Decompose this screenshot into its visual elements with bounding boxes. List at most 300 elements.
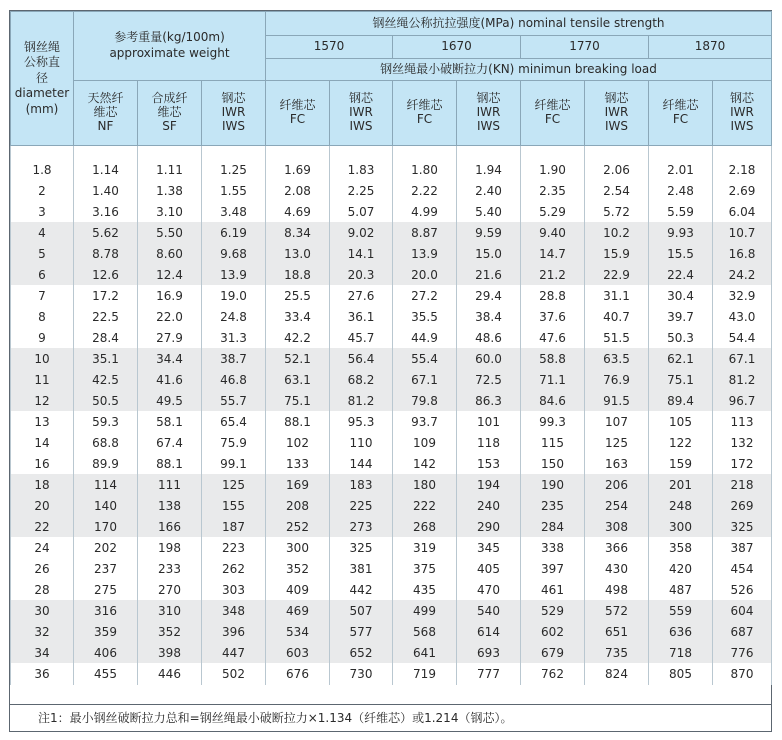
core-col-fc-1570: 纤维芯 FC: [266, 81, 330, 146]
value-cell: 43.0: [713, 306, 772, 327]
value-cell: 254: [585, 495, 649, 516]
value-cell: 27.2: [393, 285, 457, 306]
value-cell: 5.59: [649, 201, 713, 222]
value-cell: 9.59: [457, 222, 521, 243]
value-cell: 273: [330, 516, 393, 537]
diameter-cell: 7: [11, 285, 74, 306]
value-cell: 719: [393, 663, 457, 685]
weight-col-sf: 合成纤维芯 SF: [138, 81, 202, 146]
value-cell: 338: [521, 537, 585, 558]
value-cell: 86.3: [457, 390, 521, 411]
value-cell: 2.25: [330, 180, 393, 201]
value-cell: 529: [521, 600, 585, 621]
value-cell: 40.7: [585, 306, 649, 327]
value-cell: 687: [713, 621, 772, 642]
value-cell: 223: [202, 537, 266, 558]
value-cell: 63.5: [585, 348, 649, 369]
value-cell: 352: [138, 621, 202, 642]
value-cell: 46.8: [202, 369, 266, 390]
value-cell: 9.68: [202, 243, 266, 264]
value-cell: 153: [457, 453, 521, 474]
value-cell: 2.18: [713, 159, 772, 180]
value-cell: 144: [330, 453, 393, 474]
value-cell: 95.3: [330, 411, 393, 432]
value-cell: 679: [521, 642, 585, 663]
value-cell: 1.69: [266, 159, 330, 180]
value-cell: 21.6: [457, 264, 521, 285]
value-cell: 163: [585, 453, 649, 474]
value-cell: 602: [521, 621, 585, 642]
value-cell: 352: [266, 558, 330, 579]
value-cell: 603: [266, 642, 330, 663]
value-cell: 172: [713, 453, 772, 474]
core-col-fc-1770: 纤维芯 FC: [521, 81, 585, 146]
value-cell: 248: [649, 495, 713, 516]
value-cell: 12.4: [138, 264, 202, 285]
value-cell: 15.5: [649, 243, 713, 264]
value-cell: 735: [585, 642, 649, 663]
value-cell: 540: [457, 600, 521, 621]
value-cell: 89.9: [74, 453, 138, 474]
value-cell: 300: [266, 537, 330, 558]
value-cell: 1.11: [138, 159, 202, 180]
value-cell: 142: [393, 453, 457, 474]
diameter-cell: 9: [11, 327, 74, 348]
value-cell: 290: [457, 516, 521, 537]
value-cell: 268: [393, 516, 457, 537]
value-cell: 2.06: [585, 159, 649, 180]
wire-rope-spec-table: [10, 11, 772, 685]
value-cell: 310: [138, 600, 202, 621]
value-cell: 1.90: [521, 159, 585, 180]
value-cell: 2.54: [585, 180, 649, 201]
value-cell: 325: [713, 516, 772, 537]
value-cell: 4.99: [393, 201, 457, 222]
value-cell: 359: [74, 621, 138, 642]
value-cell: 24.2: [713, 264, 772, 285]
grade-1870: 1870: [649, 36, 772, 59]
value-cell: 409: [266, 579, 330, 600]
spacer-row: [11, 146, 772, 160]
grade-1570: 1570: [266, 36, 393, 59]
value-cell: 641: [393, 642, 457, 663]
value-cell: 2.08: [266, 180, 330, 201]
value-cell: 308: [585, 516, 649, 537]
value-cell: 13.9: [202, 264, 266, 285]
value-cell: 63.1: [266, 369, 330, 390]
value-cell: 75.9: [202, 432, 266, 453]
value-cell: 358: [649, 537, 713, 558]
value-cell: 499: [393, 600, 457, 621]
value-cell: 2.69: [713, 180, 772, 201]
table-row: [11, 474, 772, 495]
table-row: [11, 558, 772, 579]
table-row: [11, 243, 772, 264]
value-cell: 270: [138, 579, 202, 600]
value-cell: 559: [649, 600, 713, 621]
diameter-cell: 22: [11, 516, 74, 537]
table-row: [11, 642, 772, 663]
value-cell: 140: [74, 495, 138, 516]
table-row: [11, 411, 772, 432]
value-cell: 111: [138, 474, 202, 495]
value-cell: 37.6: [521, 306, 585, 327]
value-cell: 435: [393, 579, 457, 600]
value-cell: 693: [457, 642, 521, 663]
diameter-cell: 24: [11, 537, 74, 558]
value-cell: 17.2: [74, 285, 138, 306]
value-cell: 8.87: [393, 222, 457, 243]
value-cell: 3.48: [202, 201, 266, 222]
value-cell: 67.1: [393, 369, 457, 390]
value-cell: 9.02: [330, 222, 393, 243]
value-cell: 58.8: [521, 348, 585, 369]
value-cell: 8.78: [74, 243, 138, 264]
value-cell: 159: [649, 453, 713, 474]
value-cell: 114: [74, 474, 138, 495]
value-cell: 54.4: [713, 327, 772, 348]
diameter-cell: 3: [11, 201, 74, 222]
grade-1770: 1770: [521, 36, 649, 59]
strength-title: 钢丝绳公称抗拉强度(MPa) nominal tensile strength: [266, 12, 772, 36]
weight-header: 参考重量(kg/100m) approximate weight: [74, 12, 266, 81]
diameter-cell: 20: [11, 495, 74, 516]
value-cell: 180: [393, 474, 457, 495]
value-cell: 55.7: [202, 390, 266, 411]
value-cell: 2.35: [521, 180, 585, 201]
value-cell: 96.7: [713, 390, 772, 411]
value-cell: 28.8: [521, 285, 585, 306]
value-cell: 406: [74, 642, 138, 663]
value-cell: 169: [266, 474, 330, 495]
value-cell: 262: [202, 558, 266, 579]
value-cell: 375: [393, 558, 457, 579]
value-cell: 206: [585, 474, 649, 495]
table-body: [11, 146, 772, 686]
value-cell: 420: [649, 558, 713, 579]
value-cell: 526: [713, 579, 772, 600]
value-cell: 454: [713, 558, 772, 579]
table-row: [11, 222, 772, 243]
value-cell: 88.1: [138, 453, 202, 474]
value-cell: 652: [330, 642, 393, 663]
value-cell: 16.9: [138, 285, 202, 306]
grade-1670: 1670: [393, 36, 521, 59]
value-cell: 198: [138, 537, 202, 558]
value-cell: 76.9: [585, 369, 649, 390]
value-cell: 15.0: [457, 243, 521, 264]
value-cell: 1.25: [202, 159, 266, 180]
value-cell: 15.9: [585, 243, 649, 264]
value-cell: 81.2: [713, 369, 772, 390]
value-cell: 202: [74, 537, 138, 558]
value-cell: 110: [330, 432, 393, 453]
value-cell: 498: [585, 579, 649, 600]
value-cell: 122: [649, 432, 713, 453]
value-cell: 10.2: [585, 222, 649, 243]
value-cell: 89.4: [649, 390, 713, 411]
value-cell: 303: [202, 579, 266, 600]
value-cell: 1.38: [138, 180, 202, 201]
value-cell: 676: [266, 663, 330, 685]
value-cell: 125: [585, 432, 649, 453]
value-cell: 56.4: [330, 348, 393, 369]
value-cell: 71.1: [521, 369, 585, 390]
table-row: [11, 159, 772, 180]
value-cell: 366: [585, 537, 649, 558]
diameter-cell: 2: [11, 180, 74, 201]
value-cell: 6.19: [202, 222, 266, 243]
table-row: [11, 663, 772, 685]
value-cell: 79.8: [393, 390, 457, 411]
table-row: [11, 369, 772, 390]
core-col-iwr-1570: 钢芯 IWR IWS: [330, 81, 393, 146]
value-cell: 190: [521, 474, 585, 495]
value-cell: 5.29: [521, 201, 585, 222]
value-cell: 29.4: [457, 285, 521, 306]
value-cell: 5.07: [330, 201, 393, 222]
value-cell: 470: [457, 579, 521, 600]
value-cell: 27.9: [138, 327, 202, 348]
table-row: [11, 201, 772, 222]
value-cell: 300: [649, 516, 713, 537]
value-cell: 22.4: [649, 264, 713, 285]
value-cell: 447: [202, 642, 266, 663]
value-cell: 396: [202, 621, 266, 642]
value-cell: 109: [393, 432, 457, 453]
value-cell: 133: [266, 453, 330, 474]
value-cell: 91.5: [585, 390, 649, 411]
core-col-fc-1870: 纤维芯 FC: [649, 81, 713, 146]
table-row: [11, 180, 772, 201]
diameter-cell: 32: [11, 621, 74, 642]
value-cell: 19.0: [202, 285, 266, 306]
diameter-header: 钢丝绳公称直径 diameter (mm): [11, 12, 74, 146]
value-cell: 442: [330, 579, 393, 600]
value-cell: 636: [649, 621, 713, 642]
value-cell: 36.1: [330, 306, 393, 327]
value-cell: 14.1: [330, 243, 393, 264]
value-cell: 3.16: [74, 201, 138, 222]
value-cell: 75.1: [649, 369, 713, 390]
value-cell: 269: [713, 495, 772, 516]
value-cell: 107: [585, 411, 649, 432]
value-cell: 22.5: [74, 306, 138, 327]
value-cell: 35.5: [393, 306, 457, 327]
value-cell: 32.9: [713, 285, 772, 306]
value-cell: 31.3: [202, 327, 266, 348]
diameter-cell: 1.8: [11, 159, 74, 180]
value-cell: 345: [457, 537, 521, 558]
value-cell: 132: [713, 432, 772, 453]
core-col-iwr-1670: 钢芯 IWR IWS: [457, 81, 521, 146]
value-cell: 21.2: [521, 264, 585, 285]
value-cell: 777: [457, 663, 521, 685]
value-cell: 870: [713, 663, 772, 685]
value-cell: 1.80: [393, 159, 457, 180]
value-cell: 51.5: [585, 327, 649, 348]
value-cell: 187: [202, 516, 266, 537]
value-cell: 824: [585, 663, 649, 685]
value-cell: 20.3: [330, 264, 393, 285]
value-cell: 34.4: [138, 348, 202, 369]
value-cell: 84.6: [521, 390, 585, 411]
diameter-cell: 4: [11, 222, 74, 243]
value-cell: 44.9: [393, 327, 457, 348]
value-cell: 52.1: [266, 348, 330, 369]
value-cell: 405: [457, 558, 521, 579]
value-cell: 13.9: [393, 243, 457, 264]
value-cell: 1.94: [457, 159, 521, 180]
value-cell: 59.3: [74, 411, 138, 432]
value-cell: 805: [649, 663, 713, 685]
value-cell: 2.40: [457, 180, 521, 201]
value-cell: 49.5: [138, 390, 202, 411]
value-cell: 577: [330, 621, 393, 642]
value-cell: 99.3: [521, 411, 585, 432]
value-cell: 115: [521, 432, 585, 453]
value-cell: 8.60: [138, 243, 202, 264]
value-cell: 502: [202, 663, 266, 685]
value-cell: 387: [713, 537, 772, 558]
value-cell: 316: [74, 600, 138, 621]
value-cell: 614: [457, 621, 521, 642]
value-cell: 1.40: [74, 180, 138, 201]
table-row: [11, 579, 772, 600]
value-cell: 397: [521, 558, 585, 579]
value-cell: 42.2: [266, 327, 330, 348]
value-cell: 6.04: [713, 201, 772, 222]
value-cell: 12.6: [74, 264, 138, 285]
diameter-cell: 26: [11, 558, 74, 579]
value-cell: 487: [649, 579, 713, 600]
value-cell: 75.1: [266, 390, 330, 411]
value-cell: 31.1: [585, 285, 649, 306]
value-cell: 99.1: [202, 453, 266, 474]
diameter-cell: 28: [11, 579, 74, 600]
value-cell: 67.1: [713, 348, 772, 369]
value-cell: 16.8: [713, 243, 772, 264]
value-cell: 604: [713, 600, 772, 621]
value-cell: 233: [138, 558, 202, 579]
table-row: [11, 600, 772, 621]
value-cell: 8.34: [266, 222, 330, 243]
value-cell: 50.3: [649, 327, 713, 348]
value-cell: 1.14: [74, 159, 138, 180]
value-cell: 22.0: [138, 306, 202, 327]
table-row: [11, 264, 772, 285]
value-cell: 5.72: [585, 201, 649, 222]
diameter-cell: 18: [11, 474, 74, 495]
diameter-cell: 8: [11, 306, 74, 327]
value-cell: 13.0: [266, 243, 330, 264]
table-row: [11, 348, 772, 369]
value-cell: 88.1: [266, 411, 330, 432]
value-cell: 5.62: [74, 222, 138, 243]
value-cell: 1.55: [202, 180, 266, 201]
table-row: [11, 621, 772, 642]
table-row: [11, 537, 772, 558]
value-cell: 47.6: [521, 327, 585, 348]
value-cell: 67.4: [138, 432, 202, 453]
diameter-cell: 16: [11, 453, 74, 474]
table-row: [11, 327, 772, 348]
value-cell: 3.10: [138, 201, 202, 222]
value-cell: 33.4: [266, 306, 330, 327]
value-cell: 65.4: [202, 411, 266, 432]
diameter-cell: 12: [11, 390, 74, 411]
value-cell: 48.6: [457, 327, 521, 348]
value-cell: 20.0: [393, 264, 457, 285]
value-cell: 9.93: [649, 222, 713, 243]
value-cell: 55.4: [393, 348, 457, 369]
value-cell: 461: [521, 579, 585, 600]
value-cell: 430: [585, 558, 649, 579]
value-cell: 208: [266, 495, 330, 516]
value-cell: 325: [330, 537, 393, 558]
value-cell: 534: [266, 621, 330, 642]
value-cell: 39.7: [649, 306, 713, 327]
value-cell: 24.8: [202, 306, 266, 327]
value-cell: 183: [330, 474, 393, 495]
value-cell: 125: [202, 474, 266, 495]
diameter-cell: 13: [11, 411, 74, 432]
value-cell: 81.2: [330, 390, 393, 411]
diameter-cell: 34: [11, 642, 74, 663]
value-cell: 93.7: [393, 411, 457, 432]
value-cell: 58.1: [138, 411, 202, 432]
value-cell: 35.1: [74, 348, 138, 369]
diameter-cell: 5: [11, 243, 74, 264]
value-cell: 218: [713, 474, 772, 495]
table-row: [11, 453, 772, 474]
value-cell: 718: [649, 642, 713, 663]
value-cell: 568: [393, 621, 457, 642]
table-row: [11, 306, 772, 327]
weight-col-iwr: 钢芯 IWR IWS: [202, 81, 266, 146]
value-cell: 1.83: [330, 159, 393, 180]
value-cell: 150: [521, 453, 585, 474]
value-cell: 30.4: [649, 285, 713, 306]
core-col-fc-1670: 纤维芯 FC: [393, 81, 457, 146]
value-cell: 62.1: [649, 348, 713, 369]
value-cell: 10.7: [713, 222, 772, 243]
diameter-cell: 10: [11, 348, 74, 369]
value-cell: 446: [138, 663, 202, 685]
value-cell: 68.2: [330, 369, 393, 390]
value-cell: 398: [138, 642, 202, 663]
value-cell: 28.4: [74, 327, 138, 348]
table-row: [11, 516, 772, 537]
value-cell: 381: [330, 558, 393, 579]
value-cell: 101: [457, 411, 521, 432]
value-cell: 9.40: [521, 222, 585, 243]
value-cell: 170: [74, 516, 138, 537]
value-cell: 235: [521, 495, 585, 516]
value-cell: 102: [266, 432, 330, 453]
value-cell: 166: [138, 516, 202, 537]
value-cell: 22.9: [585, 264, 649, 285]
value-cell: 41.6: [138, 369, 202, 390]
value-cell: 2.48: [649, 180, 713, 201]
value-cell: 42.5: [74, 369, 138, 390]
value-cell: 4.69: [266, 201, 330, 222]
value-cell: 240: [457, 495, 521, 516]
value-cell: 105: [649, 411, 713, 432]
value-cell: 194: [457, 474, 521, 495]
value-cell: 348: [202, 600, 266, 621]
diameter-cell: 11: [11, 369, 74, 390]
